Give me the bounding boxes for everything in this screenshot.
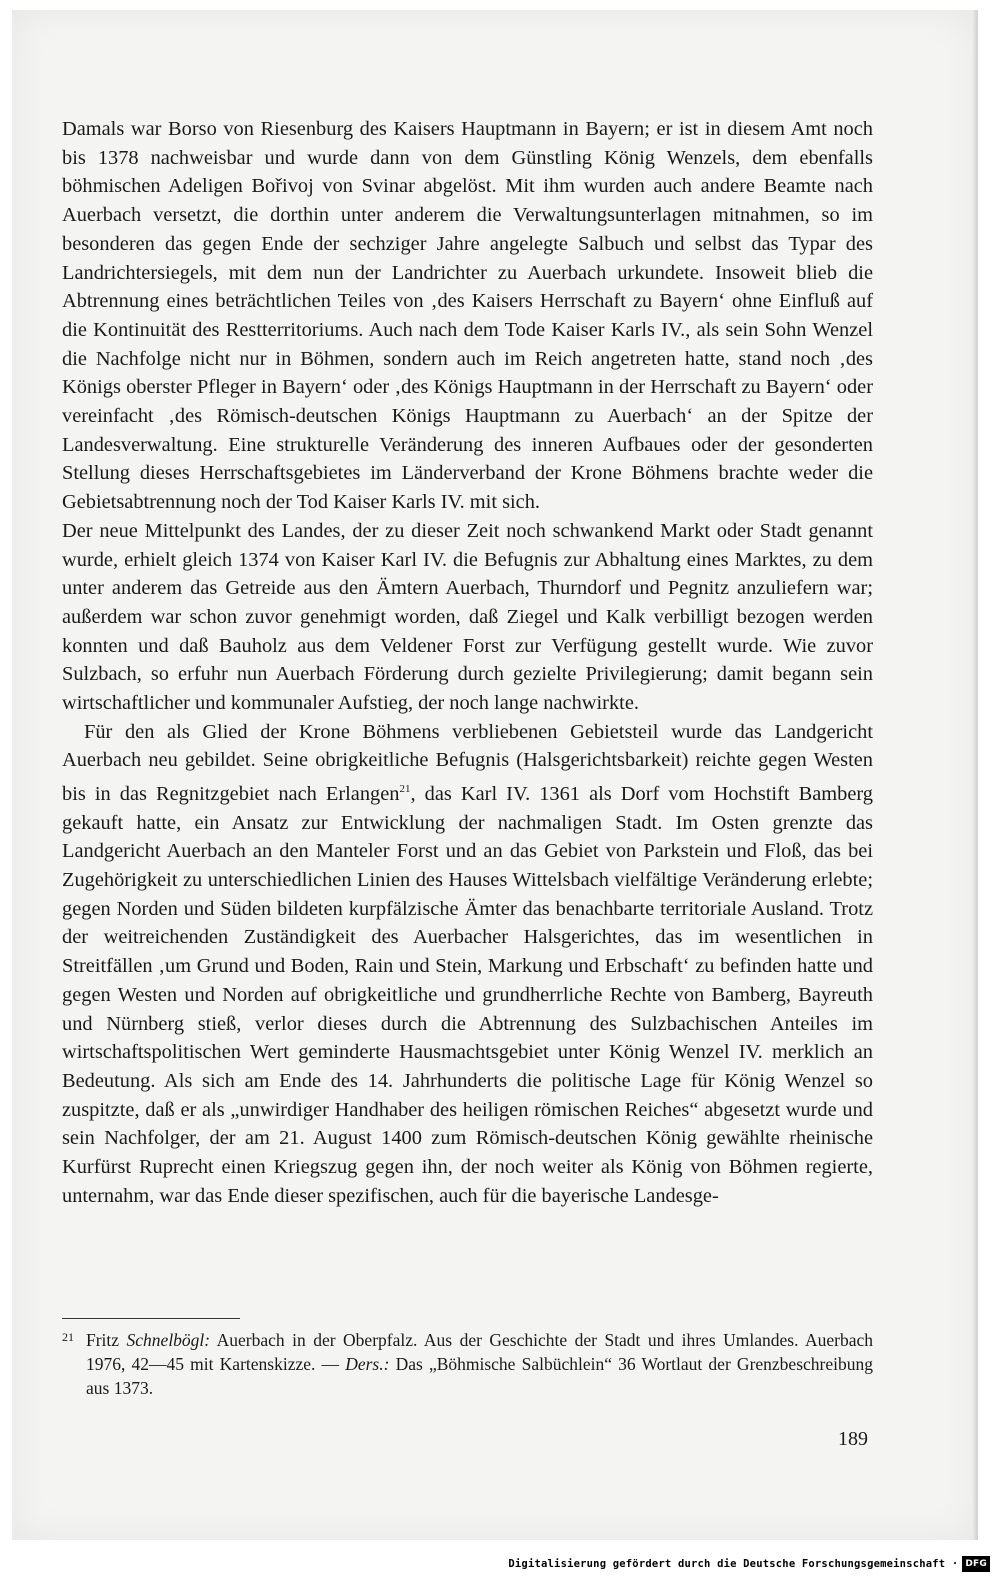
footnote-text <box>86 1328 873 1400</box>
page-edge-shadow <box>973 10 978 1540</box>
footer-text: Digitalisierung gefördert durch die Deutsche Forschungsgemeinschaft · <box>508 1558 959 1570</box>
dfg-logo-icon: DFG <box>962 1556 990 1572</box>
footnote-ders: Ders.: <box>345 1354 390 1374</box>
digitization-footer <box>508 1553 990 1575</box>
paragraph-3-text-after: , das Karl IV. 1361 als Dorf vom Hochstift Bamberg gekauft hatte, ein Ansatz zur Entwicklung der nachmaligen Stadt. Im Osten grenzte das Landgericht Auerbach an den Manteler Forst und an das Gebiet von Parkstein und Floß, das bei Zugehörigkeit zu unterschiedlichen Linien des Hauses Wittelsbach vielfältige Veränderung erlebte; gegen Norden und Süden bildeten kurpfälzische Ämter das benachbarte territoriale Ausland. Trotz der weitreichenden Zuständigkeit des Auerbacher Halsgerichtes, das im wesentlichen in Streitfällen ‚um Grund und Boden, Rain und Stein, Markung und Erbschaft‘ zu befinden hatte und gegen Westen und Norden auf obrigkeitliche und grundherrliche Rechte von Bamberg, Bayreuth und Nürnberg stieß, verlor dieses durch die Abtrennung des Sulzbachischen Anteiles im wirtschaftspolitischen Wert geminderte Hausmachtsgebiet unter König Wenzel IV. merklich an Bedeutung. Als sich am Ende des 14. Jahrhunderts die politische Lage für König Wenzel so zuspitzte, daß er als „unwirdiger Handhaber des heiligen römischen Reiches“ abgesetzt wurde und sein Nachfolger, der am 21. August 1400 zum Römisch-deutschen König gewählte rheinische Kurfürst Ruprecht einen Kriegszug gegen ihn, der noch weiter als König von Böhmen regierte, unternahm, war das Ende dieser spezifischen, auch für die bayerische Landesge- <box>62 782 873 1207</box>
footnote-separator <box>62 1318 240 1319</box>
footnote-reference: 21 <box>399 783 411 796</box>
footnote-part-1: Fritz <box>86 1330 127 1350</box>
paragraph-3 <box>62 718 873 1211</box>
body-text <box>62 115 873 1211</box>
paragraph-3-text-before: Für den als Glied der Krone Böhmens verbliebenen Gebietsteil wurde das Landgericht Auerbach neu gebildet. Seine obrigkeitliche Befugnis (Halsgerichtsbarkeit) reichte gegen Westen bis in das Regnitzgebiet nach Erlangen <box>62 720 873 805</box>
footnote-number: 21 <box>62 1330 74 1344</box>
page-number: 189 <box>838 1428 868 1450</box>
footnote <box>62 1328 873 1400</box>
paragraph-2: Der neue Mittelpunkt des Landes, der zu dieser Zeit noch schwankend Markt oder Stadt genannt wurde, erhielt gleich 1374 von Kaiser Karl IV. die Befugnis zur Abhaltung eines Marktes, zu dem unter anderem das Getreide aus den Ämtern Auerbach, Thurndorf und Pegnitz anzuliefern war; außerdem war schon zuvor genehmigt worden, daß Ziegel und Kalk verbilligt bezogen werden konnten und daß Bauholz aus dem Veldener Forst zur Verfügung gestellt wurde. Wie zuvor Sulzbach, so erfuhr nun Auerbach Förderung durch gezielte Privilegierung; damit begann sein wirtschaftlicher und kommunaler Aufstieg, der noch lange nachwirkte. <box>62 519 873 715</box>
footnote-part-2: Auerbach in der Oberpfalz. Aus der Geschichte der Stadt und ihres Umlandes. Auerbach 1976, 42—45 mit Kartenskizze. — <box>86 1330 873 1374</box>
footnote-part-3: Das „Böhmische Salbüchlein“ 36 Wortlaut der Grenzbeschreibung aus 1373. <box>86 1354 873 1398</box>
footnote-author: Schnelbögl: <box>126 1330 211 1350</box>
paragraph-1: Damals war Borso von Riesenburg des Kaisers Hauptmann in Bayern; er ist in diesem Amt noch bis 1378 nachweisbar und wurde dann von dem Günstling König Wenzels, dem ebenfalls böhmischen Adeligen Bořivoj von Svinar abgelöst. Mit ihm wurden auch andere Beamte nach Auerbach versetzt, die dorthin unter anderem die Verwaltungsunterlagen mitnahmen, so im besonderen das gegen Ende der sechziger Jahre angelegte Salbuch und selbst das Typar des Landrichtersiegels, mit dem nun der Landrichter zu Auerbach urkundete. Insoweit blieb die Abtrennung eines beträchtlichen Teiles von ‚des Kaisers Herrschaft zu Bayern‘ ohne Einfluß auf die Kontinuität des Restterritoriums. Auch nach dem Tode Kaiser Karls IV., als sein Sohn Wenzel die Nachfolge nicht nur in Böhmen, sondern auch im Reich angetreten hatte, stand noch ‚des Königs oberster Pfleger in Bayern‘ oder ‚des Königs Hauptmann in der Herrschaft zu Bayern‘ oder vereinfacht ‚des Römisch-deutschen Königs Hauptmann zu Auerbach‘ an der Spitze der Landesverwaltung. Eine strukturelle Veränderung des inneren Aufbaues oder der gesonderten Stellung dieses Herrschaftsgebietes im Länderverband der Krone Böhmens brachte weder die Gebietsabtrennung noch der Tod Kaiser Karls IV. mit sich. <box>62 118 873 514</box>
